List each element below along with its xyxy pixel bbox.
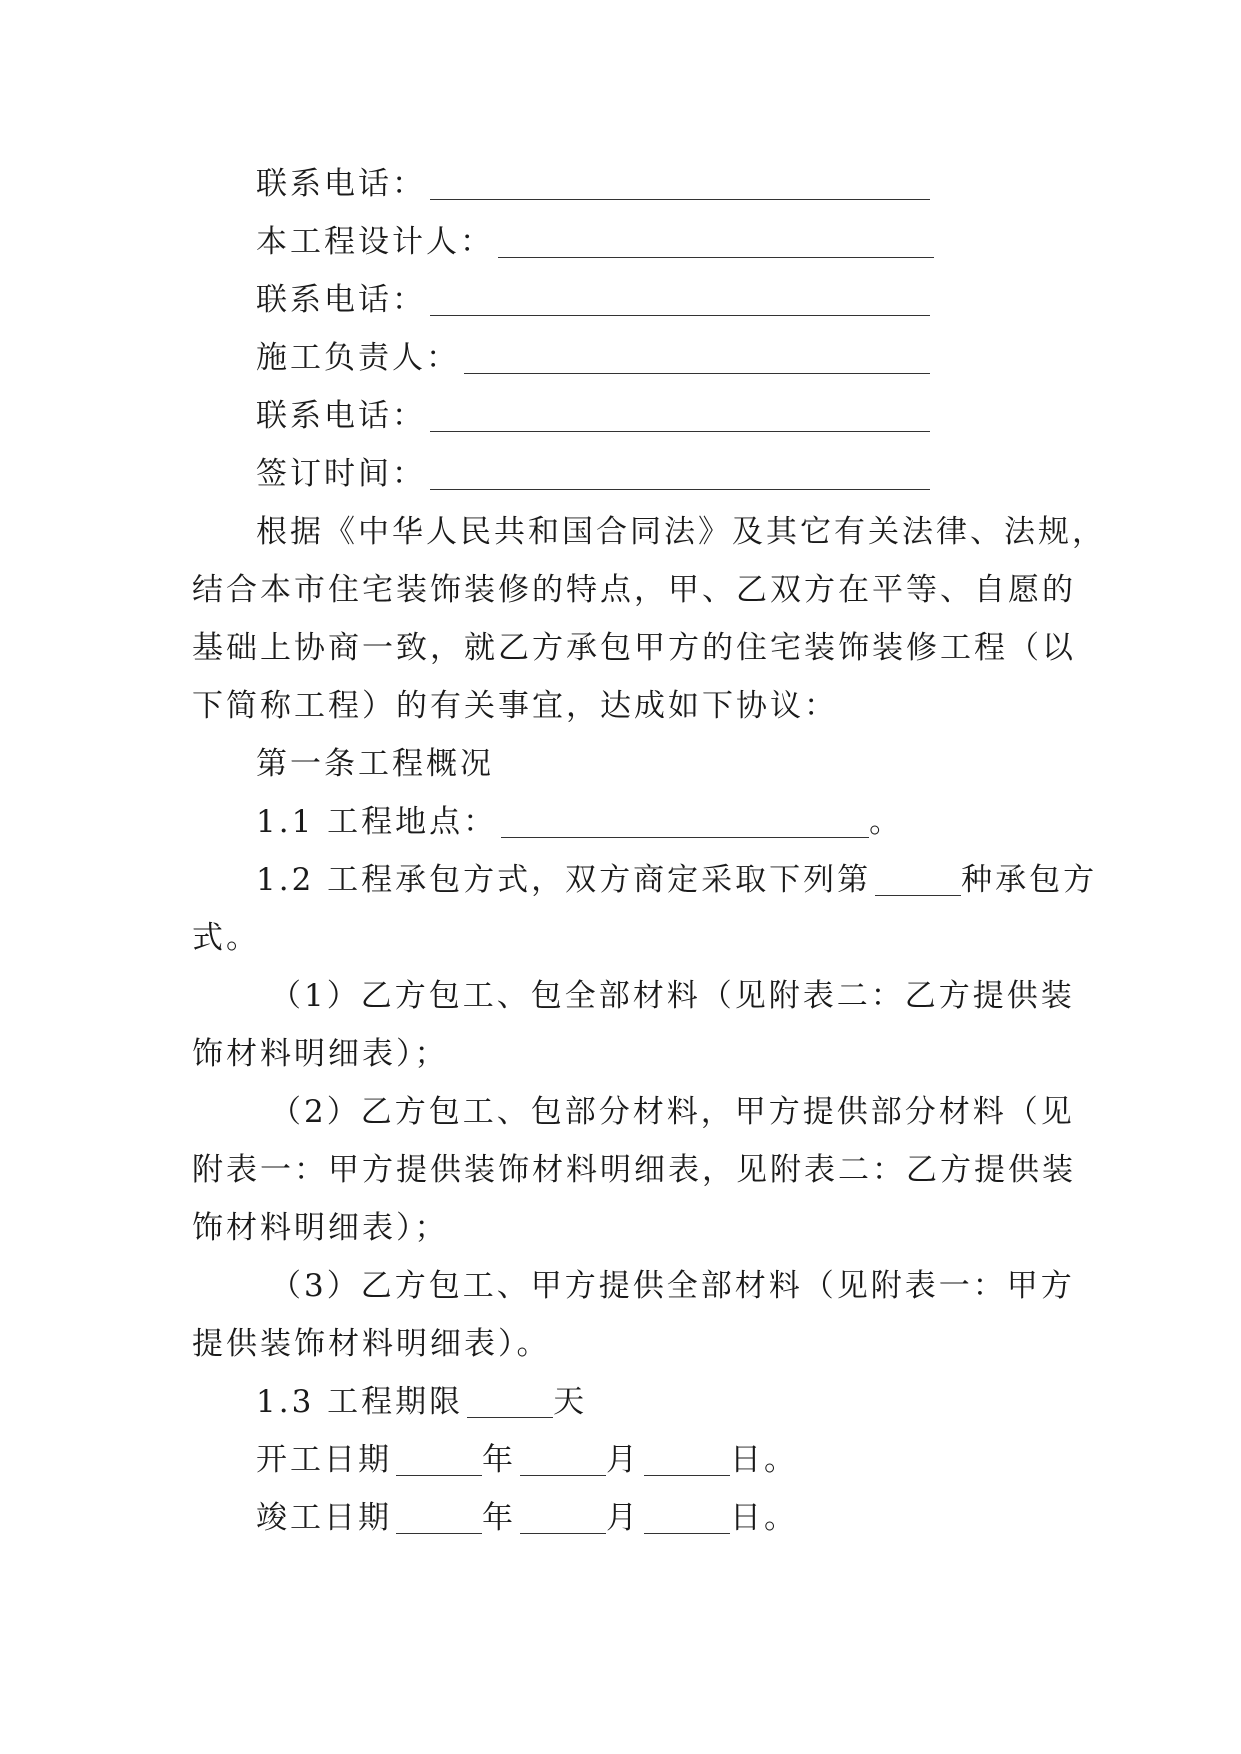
field-contact-phone-1 <box>192 155 1052 213</box>
item-1-3 <box>192 1373 1052 1431</box>
blank-line <box>467 1383 553 1418</box>
blank-line <box>644 1441 730 1476</box>
option-1-line-2: 饰材料明细表）； <box>192 1036 449 1072</box>
preamble-line-1: 根据《中华人民共和国合同法》及其它有关法律、法规， <box>256 514 1106 550</box>
blank-line <box>430 455 930 490</box>
option-2-line-3: 饰材料明细表）； <box>192 1210 449 1246</box>
date-label: 开工日期 <box>256 1442 392 1478</box>
item-text: 种承包方 <box>961 862 1098 898</box>
month-text: 月 <box>606 1442 640 1478</box>
start-date <box>192 1431 1052 1489</box>
blank-line <box>430 165 930 200</box>
preamble-line-3: 基础上协商一致，就乙方承包甲方的住宅装饰装修工程（以 <box>192 630 1076 666</box>
item-end: 。 <box>869 804 904 840</box>
option-2-line-1: （2）乙方包工、包部分材料，甲方提供部分材料（见 <box>270 1094 1075 1130</box>
day-text: 日。 <box>730 1500 798 1536</box>
blank-line <box>520 1499 606 1534</box>
option-3-line-1: （3）乙方包工、甲方提供全部材料（见附表一：甲方 <box>270 1268 1075 1304</box>
field-label: 联系电话： <box>256 166 426 202</box>
field-label: 本工程设计人： <box>256 224 494 260</box>
blank-line <box>430 397 930 432</box>
field-sign-date <box>192 445 1052 503</box>
item-unit: 天 <box>553 1384 588 1420</box>
blank-line <box>498 223 934 258</box>
field-label: 联系电话： <box>256 398 426 434</box>
item-1-2 <box>192 851 1098 909</box>
blank-line <box>644 1499 730 1534</box>
option-3-line-2: 提供装饰材料明细表）。 <box>192 1326 551 1362</box>
blank-line <box>396 1441 482 1476</box>
preamble-line-2: 结合本市住宅装饰装修的特点，甲、乙双方在平等、自愿的 <box>192 572 1076 608</box>
preamble-line-4: 下简称工程）的有关事宜，达成如下协议： <box>192 688 838 724</box>
blank-line <box>520 1441 606 1476</box>
blank-line <box>396 1499 482 1534</box>
month-text: 月 <box>606 1500 640 1536</box>
field-designer <box>192 213 1052 271</box>
date-label: 竣工日期 <box>256 1500 392 1536</box>
item-label: 1.2 工程承包方式，双方商定采取下列第 <box>256 862 872 898</box>
field-construction-lead <box>192 329 1052 387</box>
field-label: 施工负责人： <box>256 340 460 376</box>
option-2-line-2: 附表一：甲方提供装饰材料明细表，见附表二：乙方提供装 <box>192 1152 1076 1188</box>
item-1-1 <box>192 793 1052 851</box>
year-text: 年 <box>482 1500 516 1536</box>
blank-line <box>875 861 961 896</box>
field-contact-phone-3 <box>192 387 1052 445</box>
blank-line <box>430 281 930 316</box>
item-label: 1.3 工程期限 <box>256 1384 464 1420</box>
item-label: 1.1 工程地点： <box>256 804 498 840</box>
article-title: 第一条工程概况 <box>256 746 494 782</box>
end-date <box>192 1489 1052 1547</box>
option-1-line-1: （1）乙方包工、包全部材料（见附表二：乙方提供装 <box>270 978 1075 1014</box>
day-text: 日。 <box>730 1442 798 1478</box>
contract-body <box>192 155 1106 1547</box>
item-1-2-cont: 式。 <box>192 920 260 956</box>
blank-line <box>464 339 930 374</box>
field-contact-phone-2 <box>192 271 1052 329</box>
year-text: 年 <box>482 1442 516 1478</box>
field-label: 签订时间： <box>256 456 426 492</box>
blank-line <box>501 803 869 838</box>
field-label: 联系电话： <box>256 282 426 318</box>
